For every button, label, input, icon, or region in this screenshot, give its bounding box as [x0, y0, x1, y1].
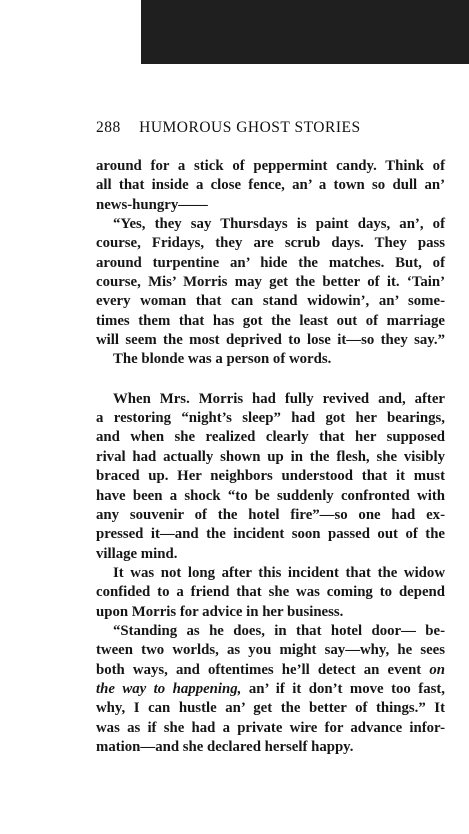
text-line: course, Mis’ Morris may get the better of it. ‘Tain’ [96, 274, 445, 291]
text-line: rival had actually shown up in the flesh, she visibly [96, 448, 445, 465]
section-break [96, 370, 445, 390]
text-line: tween two worlds, as you might say—why, he sees [96, 642, 445, 659]
running-title: HUMOROUS GHOST STORIES [139, 119, 361, 136]
text-line: and when she realized clearly that her supposed [96, 429, 445, 446]
text-line: pressed it—and the incident soon passed out of the [96, 526, 445, 543]
text-line: every woman that can stand widowin’, an’ some- [96, 293, 445, 310]
text-line: news-hungry—— [96, 196, 208, 213]
page-header [96, 119, 361, 137]
text-line: all that inside a close fence, an’ a town so dull an’ [96, 177, 445, 194]
page-number: 288 [96, 119, 121, 136]
text-line: upon Morris for advice in her business. [96, 603, 344, 620]
text-line: The blonde was a person of words. [113, 351, 332, 368]
black-redaction-bar [141, 0, 469, 64]
italic-text: on [429, 661, 445, 678]
text-line [96, 661, 445, 680]
text-line: braced up. Her neighbors understood that it must [96, 468, 445, 485]
text-line: around for a stick of peppermint candy. Think of [96, 158, 445, 174]
text-fragment: both ways, and oftentimes he’ll detect an event [96, 661, 422, 678]
text-line: any souvenir of the hotel fire”—so one had ex- [96, 506, 445, 523]
text-line: will seem the most deprived to lose it—so they say.” [96, 332, 445, 349]
text-line: confided to a friend that she was coming to depend [96, 584, 445, 601]
text-line: was as if she had a private wire for advance infor- [96, 719, 445, 736]
text-line [96, 680, 445, 699]
text-line: “Yes, they say Thursdays is paint days, an’, of [113, 216, 445, 233]
text-line: course, Fridays, they are scrub days. They pass [96, 235, 445, 252]
text-line: It was not long after this incident that the widow [113, 564, 445, 581]
text-line: a restoring “night’s sleep” had got her bearings, [96, 410, 445, 427]
text-line: times them that has got the least out of marriage [96, 312, 445, 329]
text-line: mation—and she declared herself happy. [96, 738, 354, 755]
text-line: village mind. [96, 545, 178, 562]
text-fragment: an’ if it don’t move too fast, [248, 680, 446, 697]
body-text [96, 157, 445, 757]
text-line: why, I can hustle an’ get the better of things.” It [96, 700, 445, 717]
text-line: “Standing as he does, in that hotel door— be- [113, 622, 445, 639]
text-line: When Mrs. Morris had fully revived and, after [113, 390, 445, 407]
text-line: have been a shock “to be suddenly confronted with [96, 487, 445, 504]
text-line: around turpentine an’ hide the matches. But, of [96, 254, 445, 271]
italic-text: the way to happening, [96, 680, 242, 697]
